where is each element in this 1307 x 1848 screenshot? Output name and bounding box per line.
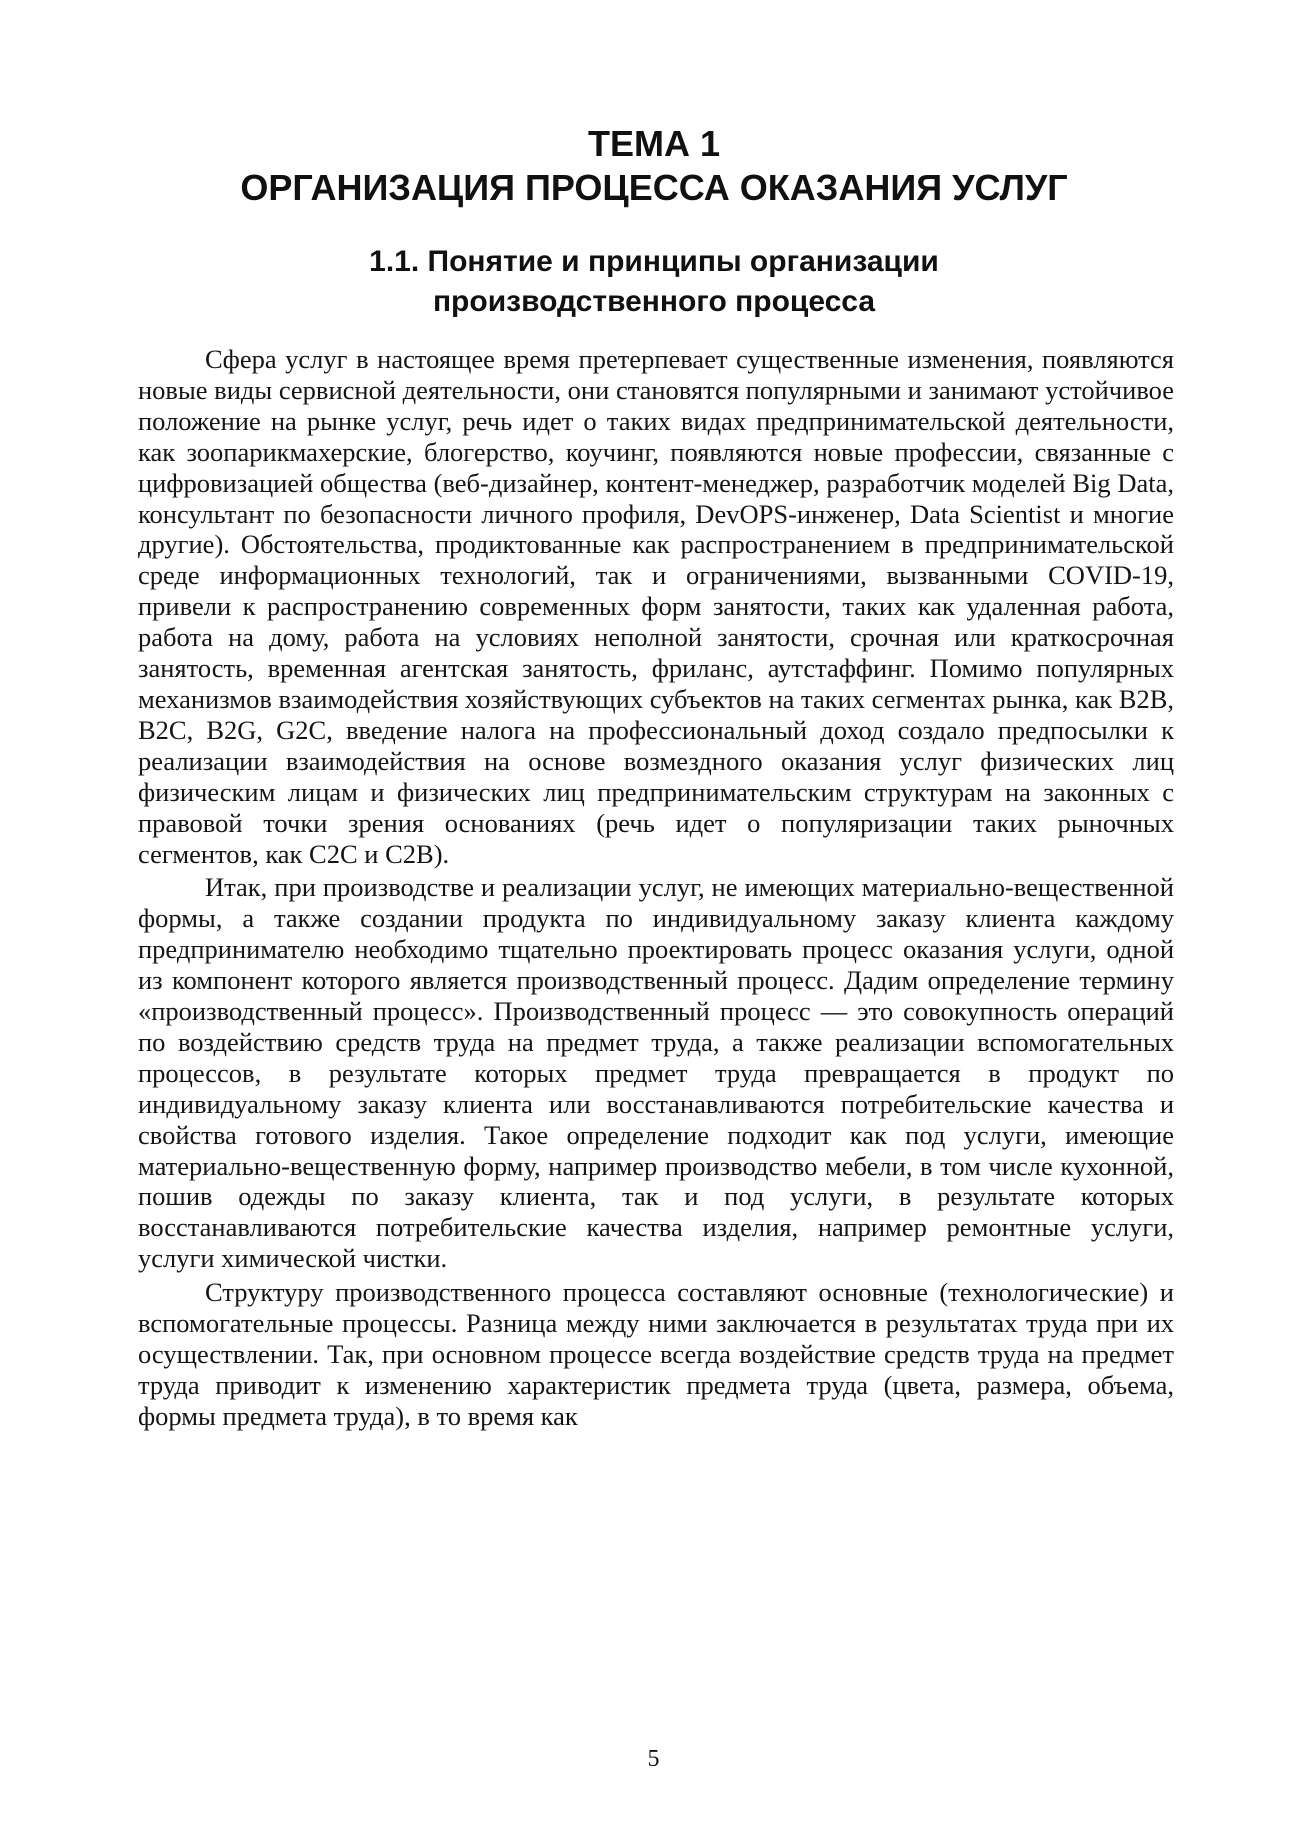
chapter-number: ТЕМА 1 <box>587 123 720 164</box>
chapter-title: ОРГАНИЗАЦИЯ ПРОЦЕССА ОКАЗАНИЯ УСЛУГ <box>240 167 1068 208</box>
paragraph-3: Структуру производственного процесса составляют основные (технологические) и вспомогательные процессы. Разница между ними заключается в результатах труда при их осуществлении. Так, при основном процессе всегда воздействие средств труда на предмет труда приводит к изменению характеристик предмета труда (цвета, размера, объема, формы предмета труда), в то время как <box>138 1277 1174 1431</box>
body-text <box>138 344 1174 1435</box>
section-title: 1.1. Понятие и принципы организации производственного процесса <box>369 245 939 318</box>
paragraph-1: Сфера услуг в настоящее время претерпевает существенные изменения, появляются новые виды сервисной деятельности, они становятся популярными и занимают устойчивое положение на рынке услуг, речь идет о таких видах предпринимательской деятельности, как зоопарикмахерские, блогерство, коучинг, появляются новые профессии, связанные с цифровизацией общества (веб-дизайнер, контент-менеджер, разработчик моделей Big Data, консультант по безопасности личного профиля, DevOPS-инженер, Data Scientist и многие другие). Обстоятельства, продиктованные как распространением в предпринимательской среде информационных технологий, так и ограничениями, вызванными COVID-19, привели к распространению современных форм занятости, таких как удаленная работа, работа на дому, работа на условиях неполной занятости, срочная или краткосрочная занятость, временная агентская занятость, фриланс, аутстаффинг. Помимо популярных механизмов взаимодействия хозяйствующих субъектов на таких сегментах рынка, как B2B, B2C, B2G, G2C, введение налога на профессиональный доход создало предпосылки к реализации взаимодействия на основе возмездного оказания услуг физических лиц физическим лицам и физических лиц предпринимательским структурам на законных с правовой точки зрения основаниях (речь идет о популяризации таких рыночных сегментов, как C2C и C2B). <box>138 344 1174 869</box>
paragraph-2: Итак, при производстве и реализации услуг, не имеющих материально-вещественной формы, а также создании продукта по индивидуальному заказу клиента каждому предпринимателю необходимо тщательно проектировать процесс оказания услуги, одной из компонент которого является производственный процесс. Дадим определение термину «производственный процесс». Производственный процесс — это совокупность операций по воздействию средств труда на предмет труда, а также реализации вспомогательных процессов, в результате которых предмет труда превращается в продукт по индивидуальному заказу клиента или восстанавливаются потребительские качества и свойства готового изделия. Такое определение подходит как под услуги, имеющие материально-вещественную форму, например производство мебели, в том числе кухонной, пошив одежды по заказу клиента, так и под услуги, в результате которых восстанавливаются потребительские качества изделия, например ремонтные услуги, услуги химической чистки. <box>138 872 1174 1274</box>
page-number: 5 <box>647 1746 660 1772</box>
